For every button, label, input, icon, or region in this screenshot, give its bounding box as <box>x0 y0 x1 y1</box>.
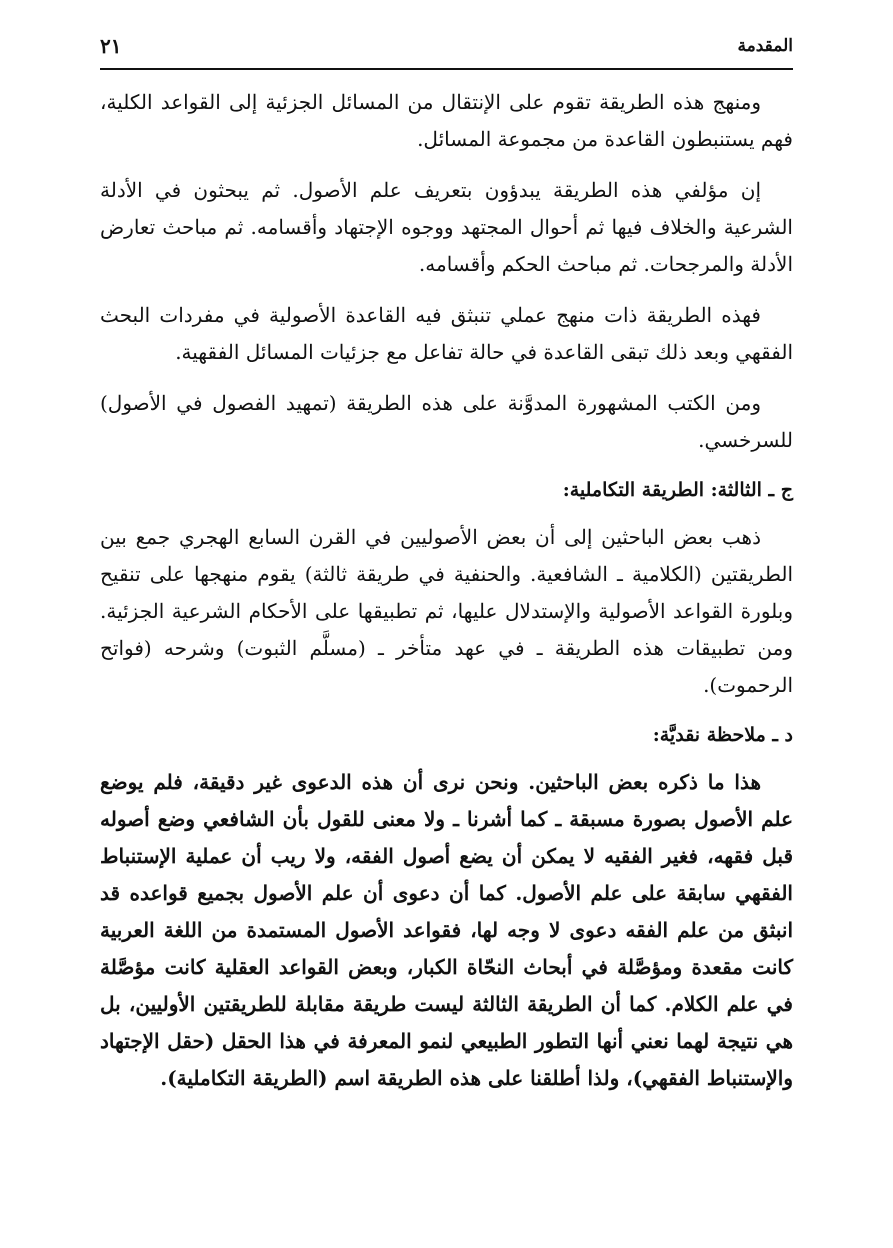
paragraph-5: ذهب بعض الباحثين إلى أن بعض الأصوليين في القرن السابع الهجري جمع بين الطريقتين (الكلامية ـ الشافعية. والحنفية في طريقة ثالثة) يقوم منهجها على تنقيح وبلورة القواعد الأصولية والإستدلال عليها، ثم تطبيقها على الأحكام الشرعية الجزئية. ومن تطبيقات هذه الطريقة ـ في عهد متأخر ـ (مسلَّم الثبوت) وشرحه (فواتح الرحموت). <box>100 525 793 697</box>
page-body <box>100 84 793 1111</box>
paragraph-1: ومنهج هذه الطريقة تقوم على الإنتقال من المسائل الجزئية إلى القواعد الكلية، فهم يستنبطون القاعدة من مجموعة المسائل. <box>100 90 793 151</box>
paragraph-2: إن مؤلفي هذه الطريقة يبدؤون بتعريف علم الأصول. ثم يبحثون في الأدلة الشرعية والخلاف فيها ثم أحوال المجتهد ووجوه الإجتهاد وأقسامه. ثم مباحث تعارض الأدلة والمرجحات. ثم مباحث الحكم وأقسامه. <box>100 178 793 276</box>
chapter-title: المقدمة <box>737 36 793 56</box>
paragraph-4: ومن الكتب المشهورة المدوَّنة على هذه الطريقة (تمهيد الفصول في الأصول) للسرخسي. <box>100 391 793 452</box>
paragraph-6: هذا ما ذكره بعض الباحثين. ونحن نرى أن هذه الدعوى غير دقيقة، فلم يوضع علم الأصول بصورة مسبقة ـ كما أشرنا ـ ولا معنى للقول بأن الشافعي وضع أصوله قبل فقهه، فغير الفقيه لا يمكن أن يضع أصول الفقه، ولا ريب أن عملية الإستنباط الفقهي سابقة على علم الأصول. كما أن دعوى أن علم الأصول بجميع قواعده قد انبثق من علم الفقه دعوى لا وجه لها، فقواعد الأصول المستمدة من اللغة العربية كانت مقعدة ومؤصَّلة في أبحاث النحّاة الكبار، وبعض القواعد العقلية كانت مؤصَّلة في علم الكلام. كما أن الطريقة الثالثة ليست طريقة مقابلة للطريقتين الأوليين، بل هي نتيجة لهما نعني أنها التطور الطبيعي لنمو المعرفة في هذا الحقل (حقل الإجتهاد والإستنباط الفقهي)، ولذا أطلقنا على هذه الطريقة اسم (الطريقة التكاملية). <box>100 770 794 1090</box>
section-heading-d: د ـ ملاحظة نقديَّة: <box>652 724 793 746</box>
page-header <box>100 30 793 70</box>
paragraph-3: فهذه الطريقة ذات منهج عملي تنبثق فيه القاعدة الأصولية في مفردات البحث الفقهي وبعد ذلك تبقى القاعدة في حالة تفاعل مع جزئيات المسائل الفقهية. <box>100 303 793 364</box>
section-heading-c: ج ـ الثالثة: الطريقة التكاملية: <box>562 479 793 501</box>
page-number: ٢١ <box>100 34 122 58</box>
